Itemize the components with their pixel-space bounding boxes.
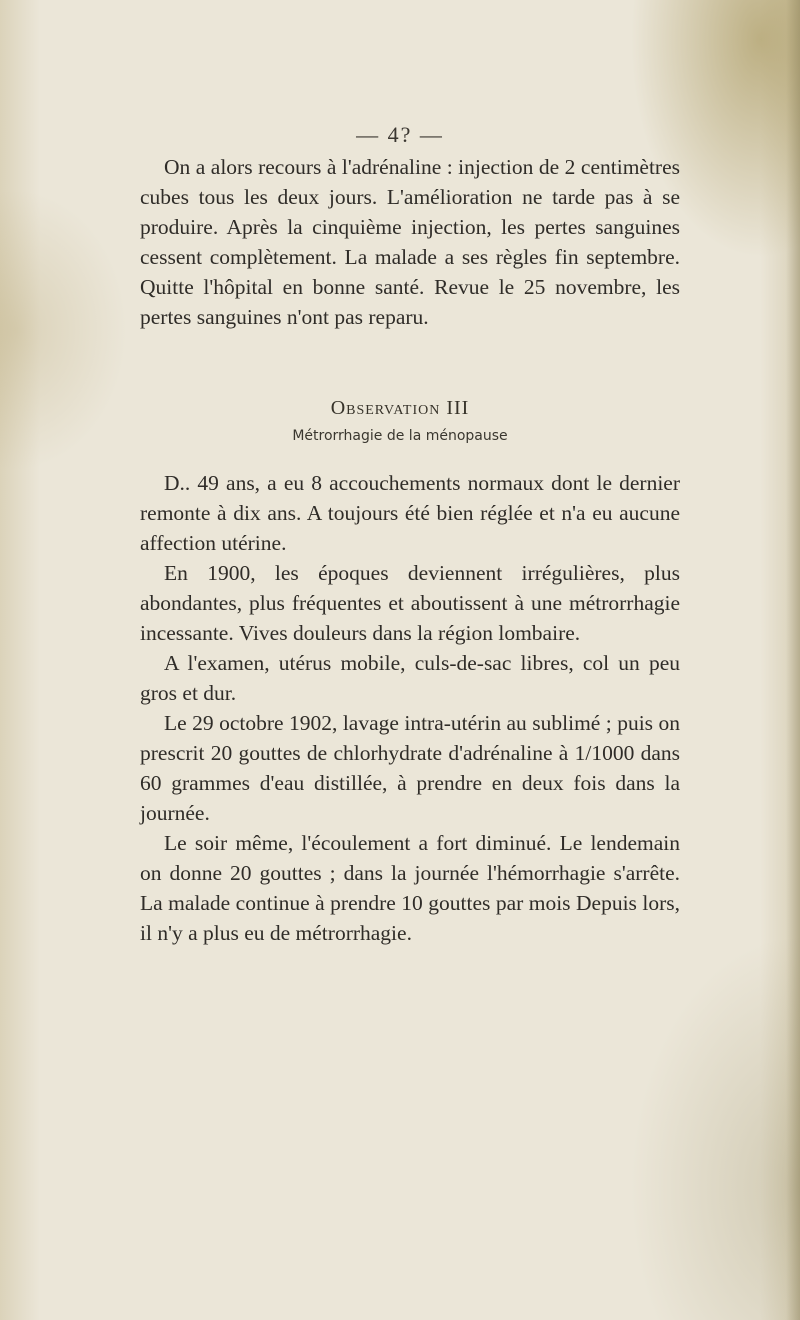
observation-body [140, 468, 680, 948]
intro-paragraph-block [140, 152, 680, 332]
observation-subtitle: Métrorrhagie de la ménopause [292, 428, 508, 444]
page-number: — 4? — [356, 122, 444, 147]
observation-paragraph: Le 29 octobre 1902, lavage intra-utérin au sublimé ; puis on prescrit 20 gouttes de chlorhydrate d'adrénaline à 1/1000 dans 60 grammes d'eau distillée, à prendre en deux fois dans la journée. [140, 711, 680, 825]
page-edge-shadow [786, 0, 800, 1320]
observation-paragraph: En 1900, les époques deviennent irrégulières, plus abondantes, plus fréquentes et aboutissent à une métrorrhagie incessante. Vives douleurs dans la région lombaire. [140, 561, 680, 645]
observation-paragraph: Le soir même, l'écoulement a fort diminué. Le lendemain on donne 20 gouttes ; dans la journée l'hémorrhagie s'arrête. La malade continue à prendre 10 gouttes par mois Depuis lors, il n'y a plus eu de métrorrhagie. [140, 831, 680, 945]
observation-heading: Observation III [330, 397, 470, 419]
intro-paragraph: On a alors recours à l'adrénaline : injection de 2 centimètres cubes tous les deux jours. L'amélioration ne tarde pas à se produire. Après la cinquième injection, les pertes sanguines cessent complètement. La malade a ses règles fin septembre. Quitte l'hôpital en bonne santé. Revue le 25 novembre, les pertes sanguines n'ont pas reparu. [140, 155, 680, 329]
observation-paragraph: D.. 49 ans, a eu 8 accouchements normaux dont le dernier remonte à dix ans. A toujours été bien réglée et n'a eu aucune affection utérine. [140, 471, 680, 555]
observation-paragraph: A l'examen, utérus mobile, culs-de-sac libres, col un peu gros et dur. [140, 651, 680, 705]
